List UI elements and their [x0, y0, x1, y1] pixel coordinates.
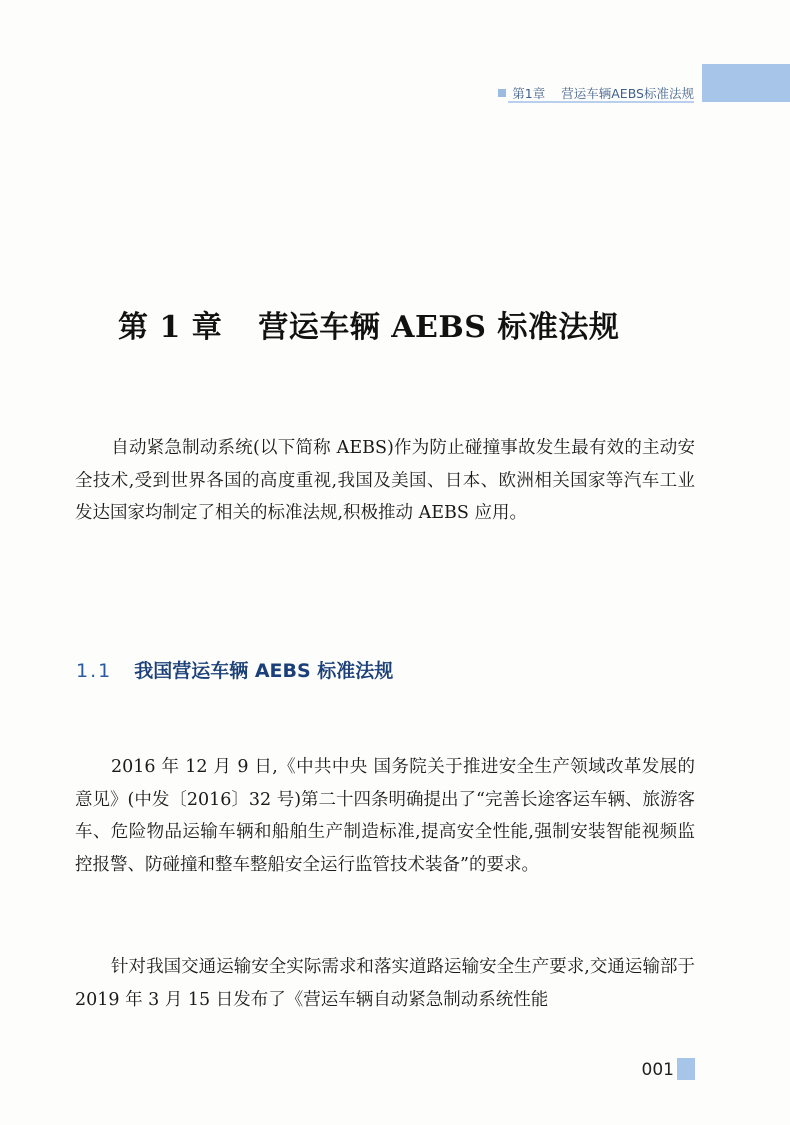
running-header [498, 84, 694, 102]
header-square-icon [498, 89, 506, 97]
chapter-number: 第 1 章 [118, 310, 223, 345]
chapter-title [118, 302, 619, 346]
page-number: 001 [641, 1060, 674, 1080]
paragraph-ministry-text: 针对我国交通运输安全实际需求和落实道路运输安全生产要求,交通运输部于 2019 年 3 月 15 日发布了《营运车辆自动紧急制动系统性能 [75, 957, 695, 1010]
paragraph-ministry [75, 951, 695, 1016]
section-title: 我国营运车辆 AEBS 标准法规 [134, 660, 394, 682]
header-rule [508, 101, 694, 103]
paragraph-intro-text: 自动紧急制动系统(以下简称 AEBS)作为防止碰撞事故发生最有效的主动安全技术,受到世界各国的高度重视,我国及美国、日本、欧洲相关国家等汽车工业发达国家均制定了相关的标准法规,积极推动 AEBS 应用。 [75, 438, 695, 523]
paragraph-intro [75, 432, 695, 530]
footer-tab-decoration [677, 1058, 695, 1080]
header-tab-decoration [702, 64, 790, 102]
paragraph-policy-text: 2016 年 12 月 9 日,《中共中央 国务院关于推进安全生产领域改革发展的意见》(中发〔2016〕32 号)第二十四条明确提出了“完善长途客运车辆、旅游客车、危险物品运输车辆和船舶生产制造标准,提高安全性能,强制安装智能视频监控报警、防碰撞和整车整船安全运行监管技术装备”的要求。 [75, 757, 695, 875]
chapter-title-text: 营运车辆 AEBS 标准法规 [258, 310, 620, 345]
paragraph-policy [75, 751, 695, 881]
section-number: 1.1 [76, 660, 113, 682]
section-heading [76, 656, 393, 683]
header-title: 营运车辆AEBS标准法规 [561, 86, 694, 101]
header-chapter: 第1章 [512, 86, 546, 101]
